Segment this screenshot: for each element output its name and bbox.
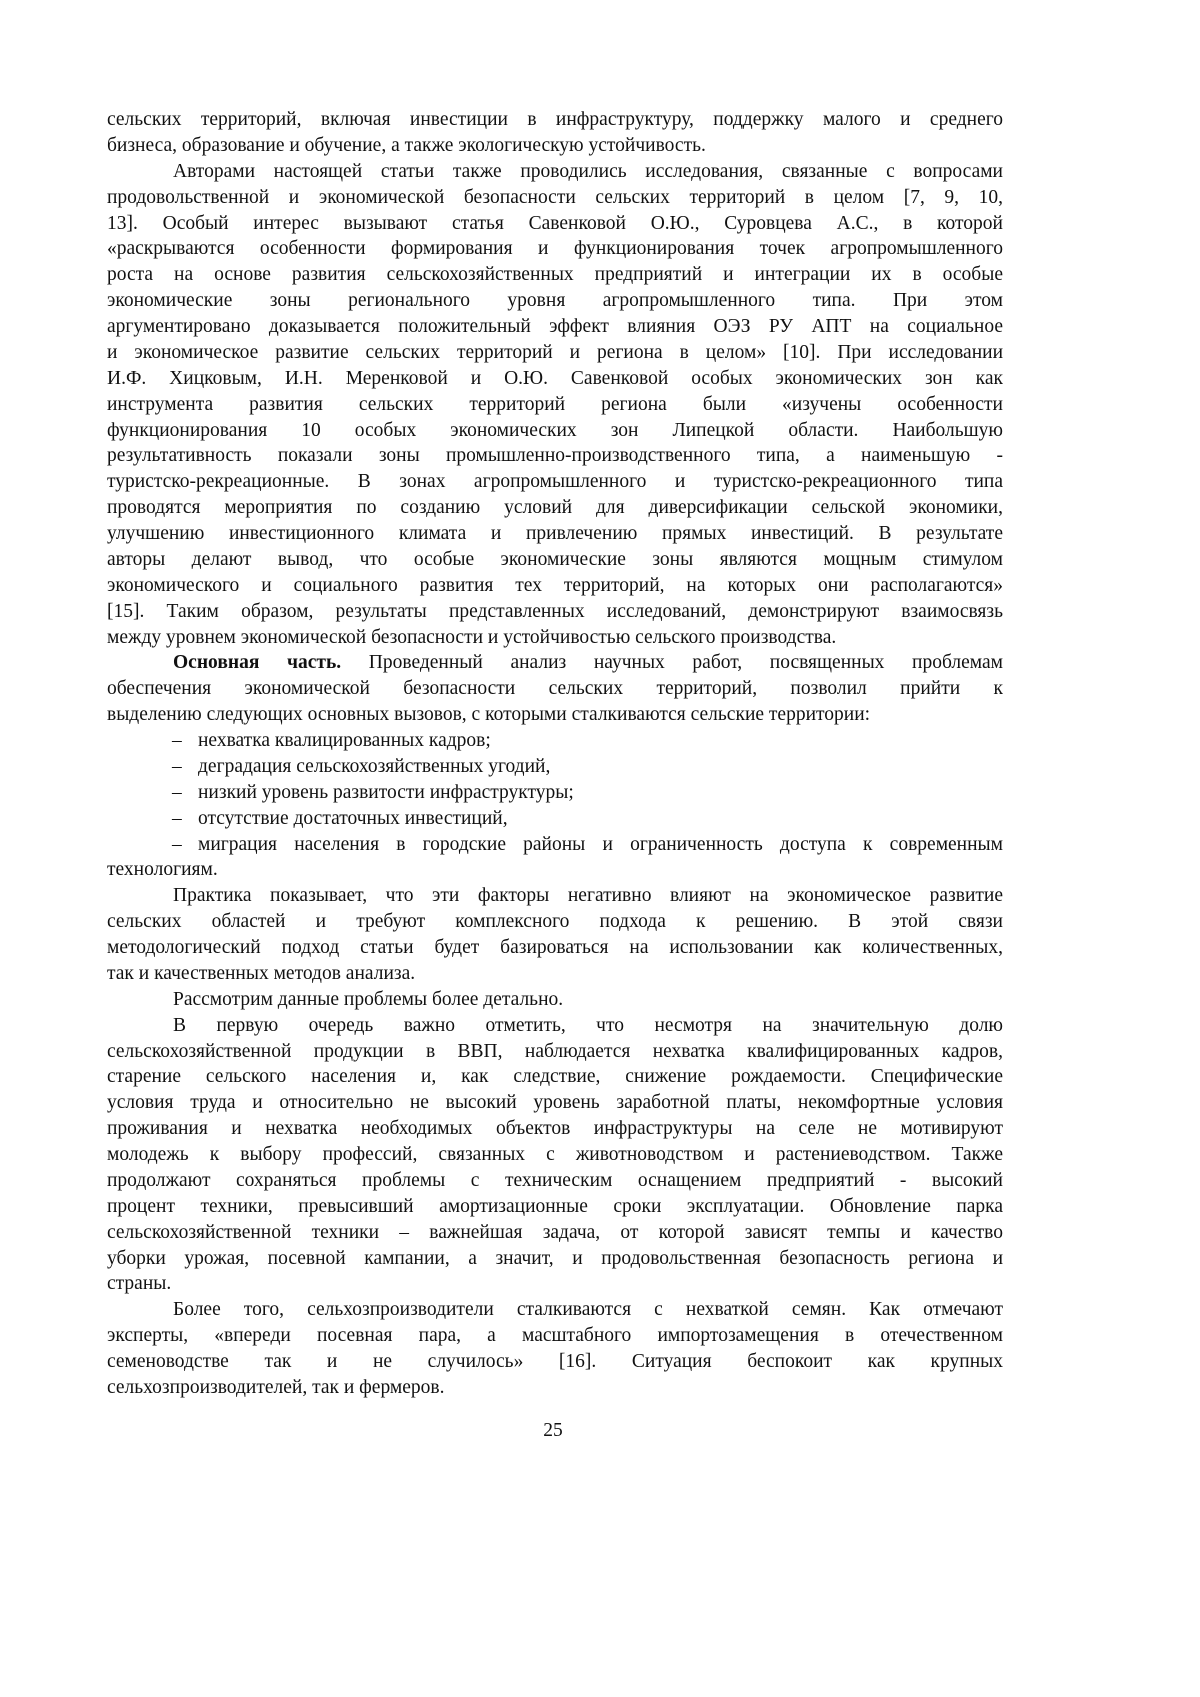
list-dash: – [172, 833, 182, 855]
page-number: 25 [543, 1420, 563, 1441]
line-text: экономического и социального развития тех территорий, на которых они располагаются» [107, 574, 1003, 596]
line-text: инструмента развития сельских территорий региона были «изучены особенности [107, 393, 1003, 415]
list-item-line [107, 832, 1003, 858]
text-line [107, 288, 1003, 314]
text-line [107, 987, 1003, 1013]
text-line [107, 521, 1003, 547]
text-line [107, 1246, 1003, 1272]
text-line [107, 1375, 1003, 1401]
text-line [107, 573, 1003, 599]
line-text: функционирования 10 особых экономических зон Липецкой области. Наибольшую [107, 419, 1003, 441]
text-line [107, 1142, 1003, 1168]
text-line [107, 392, 1003, 418]
line-text: выделению следующих основных вызовов, с которыми сталкиваются сельские территории: [107, 704, 871, 726]
text-line [107, 314, 1003, 340]
line-text: роста на основе развития сельскохозяйственных предприятий и интеграции их в особые [107, 264, 1003, 286]
line-text: Рассмотрим данные проблемы более детально. [173, 988, 564, 1010]
list-item-line [107, 780, 1003, 806]
line-text: [15]. Таким образом, результаты представленных исследований, демонстрируют взаимосвязь [107, 600, 1003, 622]
line-text: Более того, сельхозпроизводители сталкиваются с нехваткой семян. Как отмечают [173, 1299, 1003, 1321]
text-line [107, 1013, 1003, 1039]
line-text: сельских областей и требуют комплексного подхода к решению. В этой связи [107, 911, 1003, 933]
line-text: В первую очередь важно отметить, что несмотря на значительную долю [173, 1014, 1003, 1036]
line-text: процент техники, превысивший амортизационные сроки эксплуатации. Обновление парка [107, 1195, 1003, 1217]
line-text: низкий уровень развитости инфраструктуры; [198, 781, 574, 803]
line-text: сельхозпроизводителей, так и фермеров. [107, 1376, 445, 1398]
line-text: между уровнем экономической безопасности и устойчивостью сельского производства. [107, 626, 837, 648]
text-line [107, 702, 1003, 728]
line-text: нехватка квалицированных кадров; [198, 730, 491, 751]
text-line [107, 159, 1003, 185]
text-line [107, 547, 1003, 573]
text-line [107, 909, 1003, 935]
text-line [107, 1323, 1003, 1349]
line-text: продовольственной и экономической безопасности сельских территорий в целом [7, 9, 10, [107, 186, 1003, 208]
line-text: семеноводстве так и не случилось» [16]. Ситуация беспокоит как крупных [107, 1351, 1003, 1372]
line-text: страны. [107, 1273, 172, 1295]
line-text: бизнеса, образование и обучение, а также экологическую устойчивость. [107, 134, 706, 156]
text-line [107, 1220, 1003, 1246]
line-text: Проведенный анализ научных работ, посвященных проблемам [341, 652, 1003, 674]
text-line [107, 366, 1003, 392]
line-text: продолжают сохраняться проблемы с техническим оснащением предприятий - высокий [107, 1169, 1003, 1191]
text-line [107, 676, 1003, 702]
line-text: сельскохозяйственной продукции в ВВП, наблюдается нехватка квалифицированных кадров, [107, 1040, 1003, 1062]
text-line [107, 262, 1003, 288]
text-line [107, 935, 1003, 961]
text-line [107, 1090, 1003, 1116]
line-text: экономические зоны регионального уровня агропромышленного типа. При этом [107, 290, 1003, 312]
line-text: и экономическое развитие сельских территорий и региона в целом» [10]. При исследовании [107, 341, 1003, 363]
line-text: сельскохозяйственной техники – важнейшая задача, от которой зависят темпы и качество [107, 1221, 1003, 1243]
list-item-line [107, 754, 1003, 780]
text-line [107, 1194, 1003, 1220]
line-text: условия труда и относительно не высокий уровень заработной платы, некомфортные условия [107, 1092, 1003, 1114]
text-line [107, 625, 1003, 651]
line-text: технологиям. [107, 859, 218, 881]
section-heading: Основная часть. [173, 652, 342, 674]
line-text: уборки урожая, посевной кампании, а значит, и продовольственная безопасность региона и [107, 1247, 1003, 1269]
text-line [107, 185, 1003, 211]
text-line [107, 1116, 1003, 1142]
line-text: отсутствие достаточных инвестиций, [198, 807, 508, 829]
list-dash: – [172, 807, 182, 829]
text-line [107, 1064, 1003, 1090]
list-dash: – [172, 730, 182, 751]
text-line [107, 443, 1003, 469]
line-text: сельских территорий, включая инвестиции в инфраструктуру, поддержку малого и среднего [107, 109, 1003, 130]
text-line [107, 883, 1003, 909]
line-text: проживания и нехватка необходимых объектов инфраструктуры на селе не мотивируют [107, 1118, 1003, 1140]
line-text: старение сельского населения и, как следствие, снижение рождаемости. Специфические [107, 1066, 1003, 1088]
line-text: эксперты, «впереди посевная пара, а масштабного импортозамещения в отечественном [107, 1325, 1003, 1347]
text-line [107, 495, 1003, 521]
text-line [107, 1271, 1003, 1297]
line-text: миграция населения в городские районы и ограниченность доступа к современным [198, 833, 1003, 855]
line-text: Практика показывает, что эти факторы негативно влияют на экономическое развитие [173, 885, 1003, 907]
list-item-line [107, 806, 1003, 832]
line-text: аргументировано доказывается положительный эффект влияния ОЭЗ РУ АПТ на социальное [107, 316, 1003, 337]
line-text: молодежь к выбору профессий, связанных с животноводством и растениеводством. Также [107, 1144, 1003, 1165]
list-dash: – [172, 781, 182, 803]
text-line [107, 133, 1003, 159]
line-text: 13]. Особый интерес вызывают статья Савенковой О.Ю., Суровцева А.С., в которой [107, 212, 1003, 234]
line-text: обеспечения экономической безопасности сельских территорий, позволил прийти к [107, 678, 1003, 700]
line-text: «раскрываются особенности формирования и функционирования точек агропромышленного [107, 238, 1003, 260]
text-line [107, 107, 1003, 133]
line-text: туристско-рекреационные. В зонах агропромышленного и туристско-рекреационного типа [107, 471, 1003, 493]
line-text: И.Ф. Хицковым, И.Н. Меренковой и О.Ю. Савенковой особых экономических зон как [107, 367, 1003, 389]
document-body [107, 107, 1003, 1401]
list-dash: – [172, 755, 182, 777]
text-line [107, 1039, 1003, 1065]
text-line [107, 236, 1003, 262]
line-text: Авторами настоящей статьи также проводились исследования, связанные с вопросами [173, 160, 1003, 182]
text-line [107, 1349, 1003, 1375]
line-text: так и качественных методов анализа. [107, 962, 416, 984]
text-line [107, 211, 1003, 237]
text-line [107, 340, 1003, 366]
line-text: методологический подход статьи будет базироваться на использовании как количественных, [107, 937, 1003, 958]
line-text: проводятся мероприятия по созданию условий для диверсификации сельской экономики, [107, 497, 1003, 519]
line-text: деградация сельскохозяйственных угодий, [198, 755, 551, 777]
text-line [107, 961, 1003, 987]
line-text: авторы делают вывод, что особые экономические зоны являются мощным стимулом [107, 548, 1003, 570]
text-line [107, 1168, 1003, 1194]
line-text: улучшению инвестиционного климата и привлечению прямых инвестиций. В результате [107, 523, 1003, 544]
text-line [107, 650, 1003, 676]
text-line [107, 1297, 1003, 1323]
list-item-line [107, 728, 1003, 754]
line-text: результативность показали зоны промышленно-производственного типа, а наименьшую - [107, 445, 1003, 467]
text-line [107, 418, 1003, 444]
text-line [107, 857, 1003, 883]
text-line [107, 469, 1003, 495]
text-line [107, 599, 1003, 625]
